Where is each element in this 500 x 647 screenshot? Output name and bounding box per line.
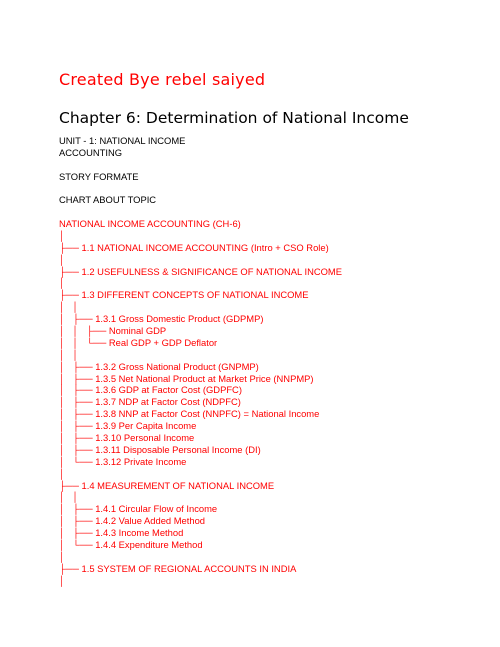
tree-line: │ ├── 1.3.5 Net National Product at Market Price (NNPMP) bbox=[59, 372, 314, 384]
tree-line: │ bbox=[59, 574, 65, 586]
tree-line: ├── 1.5 SYSTEM OF REGIONAL ACCOUNTS IN INDIA bbox=[59, 562, 297, 574]
chart-about-label: CHART ABOUT TOPIC bbox=[59, 194, 157, 205]
tree-line: │ ├── 1.3.11 Disposable Personal Income (DI) bbox=[59, 443, 261, 455]
tree-line: │ bbox=[59, 253, 65, 265]
unit-heading bbox=[59, 135, 185, 159]
topic-tree bbox=[59, 218, 342, 587]
tree-line: │ ├── 1.4.1 Circular Flow of Income bbox=[59, 503, 218, 515]
tree-line: ├── 1.3 DIFFERENT CONCEPTS OF NATIONAL INCOME bbox=[59, 289, 309, 301]
tree-line: │ ├── 1.3.2 Gross National Product (GNPMP) bbox=[59, 360, 259, 372]
tree-line: │ │ bbox=[59, 491, 79, 503]
tree-line: │ ├── 1.3.7 NDP at Factor Cost (NDPFC) bbox=[59, 396, 241, 408]
tree-line: │ bbox=[59, 550, 65, 562]
tree-line: │ │ └── Real GDP + GDP Deflator bbox=[59, 336, 218, 348]
tree-line: │ │ ├── Nominal GDP bbox=[59, 325, 167, 337]
tree-line: │ ├── 1.4.2 Value Added Method bbox=[59, 515, 206, 527]
tree-line: NATIONAL INCOME ACCOUNTING (CH-6) bbox=[59, 218, 241, 229]
unit-heading-line-1: UNIT - 1: NATIONAL INCOME bbox=[59, 135, 186, 146]
tree-line: │ └── 1.3.12 Private Income bbox=[59, 455, 187, 467]
tree-line: │ └── 1.4.4 Expenditure Method bbox=[59, 539, 203, 551]
creator-credit: Created Bye rebel saiyed bbox=[59, 70, 266, 89]
tree-line: │ │ bbox=[59, 348, 79, 360]
tree-line: │ bbox=[59, 467, 65, 479]
tree-line: │ ├── 1.3.8 NNP at Factor Cost (NNPFC) = National Income bbox=[59, 408, 320, 420]
tree-line: │ ├── 1.3.9 Per Capita Income bbox=[59, 420, 197, 432]
story-format-label: STORY FORMATE bbox=[59, 171, 139, 182]
tree-line: ├── 1.1 NATIONAL INCOME ACCOUNTING (Intro + CSO Role) bbox=[59, 241, 329, 253]
tree-line: │ ├── 1.3.6 GDP at Factor Cost (GDPFC) bbox=[59, 384, 242, 396]
tree-line: │ bbox=[59, 277, 65, 289]
chapter-title: Chapter 6: Determination of National Income bbox=[59, 109, 409, 127]
tree-line: │ ├── 1.4.3 Income Method bbox=[59, 527, 184, 539]
tree-line: │ bbox=[59, 229, 65, 241]
unit-heading-line-2: ACCOUNTING bbox=[59, 147, 123, 158]
tree-line: │ │ bbox=[59, 301, 79, 313]
tree-line: ├── 1.4 MEASUREMENT OF NATIONAL INCOME bbox=[59, 479, 275, 491]
tree-line: │ ├── 1.3.10 Personal Income bbox=[59, 432, 195, 444]
tree-line: │ ├── 1.3.1 Gross Domestic Product (GDPMP) bbox=[59, 313, 264, 325]
tree-line: ├── 1.2 USEFULNESS & SIGNIFICANCE OF NATIONAL INCOME bbox=[59, 265, 342, 277]
